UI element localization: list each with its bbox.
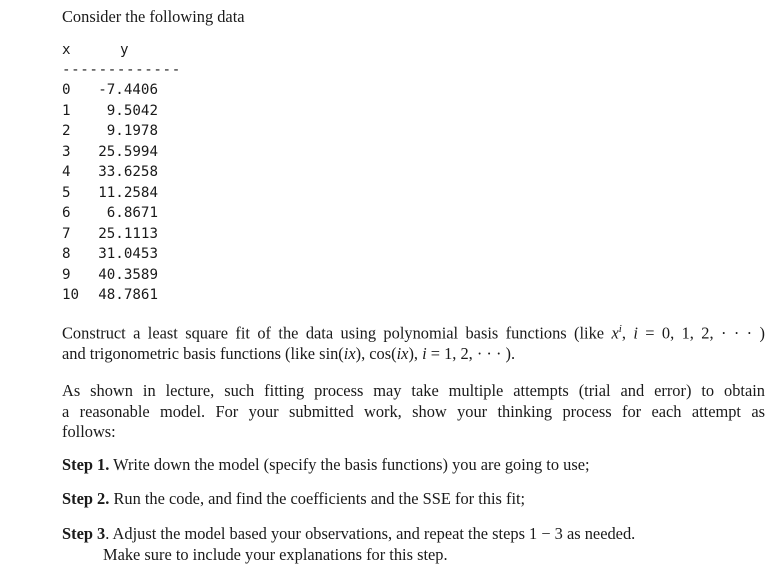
x-value: 2 [62, 123, 71, 139]
step-3 [62, 524, 635, 544]
y-value: 25.1113 [98, 225, 158, 242]
table-header-y: y [120, 42, 129, 58]
y-value: -7.4406 [98, 82, 158, 98]
y-value: 33.6258 [98, 164, 158, 180]
intro-text: Consider the following data [62, 7, 245, 26]
x-value: 4 [62, 164, 71, 180]
x-value: 10 [62, 287, 80, 303]
x-value: 9 [62, 266, 71, 283]
step-label: Step 1. [62, 455, 110, 474]
y-value: 31.0453 [98, 246, 158, 262]
x-value: 8 [62, 246, 71, 262]
step-3-continuation: Make sure to include your explanations for this step. [103, 545, 448, 564]
construct-line-1: Construct a least square fit of the data using polynomial basis functions (like $x^i$, i = 0, 1, 2, · · · ) [62, 323, 765, 343]
y-value: 9.5042 [106, 102, 158, 119]
x-value: 5 [62, 184, 71, 201]
step-2 [62, 489, 525, 509]
x-value: 6 [62, 205, 71, 221]
y-value: 9.1978 [106, 123, 158, 139]
construct-line-2: and trigonometric basis functions (like sin(ix), cos(ix), i = 1, 2, · · · ). [62, 343, 516, 363]
step-1 [62, 455, 590, 475]
step-label: Step 3 [62, 524, 106, 543]
step-text: Write down the model (specify the basis functions) you are going to use; [109, 455, 590, 474]
step-label: Step 2. [62, 489, 110, 508]
table-header-x: x [62, 42, 71, 58]
y-value: 25.5994 [98, 143, 158, 160]
construct-paragraph [62, 319, 765, 364]
x-value: 3 [62, 143, 71, 160]
table-separator: ------------- [62, 62, 181, 78]
lecture-line-2: a reasonable model. For your submitted work, show your thinking process for each attempt as [62, 401, 765, 421]
x-value: 0 [62, 82, 71, 98]
y-value: 40.3589 [98, 266, 158, 283]
step-text: . Adjust the model based your observations, and repeat the steps 1 − 3 as needed. [105, 524, 636, 543]
x-value: 1 [62, 102, 71, 119]
x-value: 7 [62, 225, 71, 242]
step-text: Run the code, and find the coefficients and the SSE for this fit; [109, 489, 526, 508]
y-value: 48.7861 [98, 287, 158, 303]
table-rows [0, 82, 200, 312]
y-value: 11.2584 [98, 184, 158, 201]
lecture-line-1: As shown in lecture, such fitting process may take multiple attempts (trial and error) to obtain [62, 381, 765, 400]
lecture-paragraph [62, 381, 765, 443]
lecture-line-3: follows: [62, 422, 116, 441]
y-value: 6.8671 [106, 205, 158, 221]
